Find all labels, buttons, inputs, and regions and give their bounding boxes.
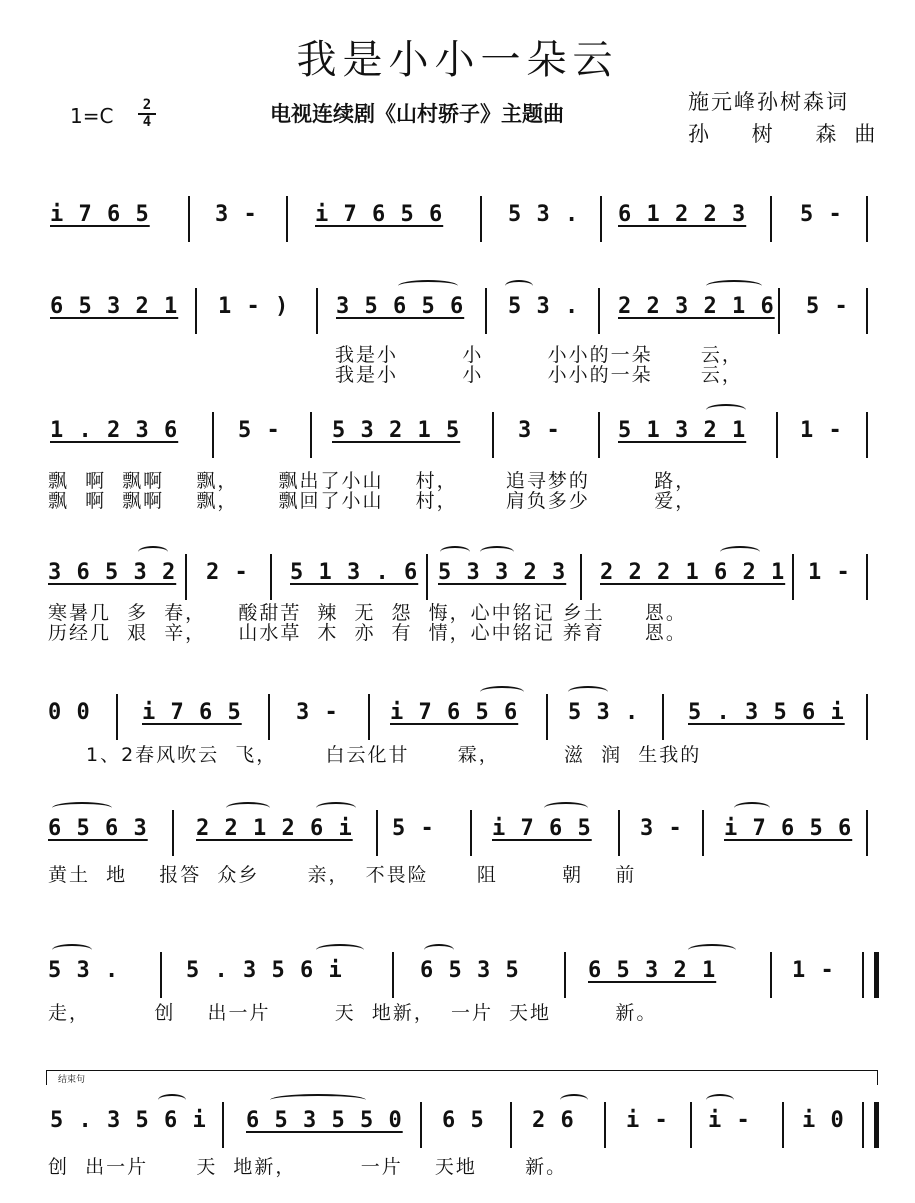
- barline: [426, 554, 428, 600]
- measure: i 7 6 5 6: [315, 202, 444, 227]
- barline: [316, 288, 318, 334]
- score-system-8: [40, 1102, 880, 1148]
- measure: 5 -: [800, 202, 843, 227]
- measure: 5 -: [238, 418, 281, 443]
- lyric-line: 飘 啊 飘啊 飘， 飘回了小山 村， 肩负多少 爱，: [48, 490, 697, 512]
- lyric-line: 飘 啊 飘啊 飘， 飘出了小山 村， 追寻梦的 路，: [48, 470, 697, 492]
- song-subtitle: 电视连续剧《山村骄子》主题曲: [270, 102, 564, 126]
- time-signature-bottom: 4: [142, 114, 152, 130]
- slur: [480, 686, 524, 698]
- barline: [776, 412, 778, 458]
- barline: [270, 554, 272, 600]
- barline: [116, 694, 118, 740]
- lyric-line: 黄土 地 报答 众乡 亲， 不畏险 阻 朝 前: [48, 864, 637, 886]
- measure: 6 5 3 2 1: [588, 958, 717, 983]
- measure: 6 5 3 5 5 0: [246, 1108, 403, 1133]
- barline: [782, 1102, 784, 1148]
- measure: 5 3 2 1 5: [332, 418, 461, 443]
- measure: 5 3 .: [508, 202, 580, 227]
- slur: [398, 280, 458, 292]
- barline: [492, 412, 494, 458]
- measure: 5 -: [806, 294, 849, 319]
- measure: 5 -: [392, 816, 435, 841]
- lyric-line: 我是小 小 小小的一朵 云，: [335, 364, 743, 386]
- barline: [618, 810, 620, 856]
- measure: i 7 6 5: [492, 816, 592, 841]
- lyric-line: 历经几 艰 辛， 山水草 木 亦 有 情，心中铭记 养育 恩。: [48, 622, 687, 644]
- fermata-arc: [706, 1094, 734, 1106]
- score-system-2: [40, 288, 880, 334]
- slur: [226, 802, 270, 814]
- measure: i 7 6 5: [142, 700, 242, 725]
- barline: [172, 810, 174, 856]
- measure: 5 3 .: [508, 294, 580, 319]
- barline: [510, 1102, 512, 1148]
- final-barline: [862, 1102, 879, 1148]
- barline: [480, 196, 482, 242]
- lyric-line: 我是小 小 小小的一朵 云，: [335, 344, 743, 366]
- slur: [688, 944, 736, 956]
- song-title: 我是小小一朵云: [296, 37, 619, 83]
- measure: 3 -: [215, 202, 258, 227]
- measure: 1 -: [808, 560, 851, 585]
- lyric-line: 创 出一片 天 地新， 一片 天地 新。: [48, 1156, 568, 1178]
- measure: 2 2 3 2 1 6: [618, 294, 775, 319]
- measure: i 7 6 5 6: [724, 816, 853, 841]
- barline: [598, 412, 600, 458]
- slur: [720, 546, 760, 558]
- score-system-3: [40, 412, 880, 458]
- barline: [600, 196, 602, 242]
- barline: [662, 694, 664, 740]
- measure: 3 -: [518, 418, 561, 443]
- slur: [568, 686, 608, 698]
- measure: 3 -: [640, 816, 683, 841]
- barline: [866, 694, 868, 740]
- measure: 6 5 3 5: [420, 958, 520, 983]
- slur: [734, 802, 770, 814]
- measure: 2 2 1 2 6 i: [196, 816, 353, 841]
- slur: [544, 802, 588, 814]
- measure: i 7 6 5: [50, 202, 150, 227]
- score-system-6: [40, 810, 880, 856]
- measure: i 0: [802, 1108, 845, 1133]
- measure: 5 . 3 5 6 i: [688, 700, 845, 725]
- coda-label: 结束句: [58, 1075, 86, 1085]
- barline: [376, 810, 378, 856]
- slur: [424, 944, 454, 956]
- measure: 0 0: [48, 700, 91, 725]
- slur: [440, 546, 470, 558]
- slur: [158, 1094, 186, 1106]
- score-system-4: [40, 554, 880, 600]
- barline: [212, 412, 214, 458]
- time-signature-top: 2: [138, 98, 156, 115]
- measure: 3 -: [296, 700, 339, 725]
- composer-credit: 孙 树 森曲: [688, 122, 894, 146]
- barline: [580, 554, 582, 600]
- barline: [420, 1102, 422, 1148]
- measure: 2 2 2 1 6 2 1: [600, 560, 786, 585]
- barline: [770, 952, 772, 998]
- barline: [778, 288, 780, 334]
- slur: [706, 280, 762, 292]
- slur: [138, 546, 168, 558]
- measure: i -: [708, 1108, 751, 1133]
- measure: 5 3 .: [48, 958, 120, 983]
- barline: [564, 952, 566, 998]
- barline: [368, 694, 370, 740]
- slur: [316, 944, 364, 956]
- measure: 6 5: [442, 1108, 485, 1133]
- measure: 2 -: [206, 560, 249, 585]
- measure: 1 . 2 3 6: [50, 418, 179, 443]
- measure: 5 3 .: [568, 700, 640, 725]
- time-signature: [138, 98, 156, 130]
- score-system-5: [40, 694, 880, 740]
- slur: [270, 1094, 366, 1106]
- measure: 6 5 6 3: [48, 816, 148, 841]
- measure: 1 - ): [218, 294, 290, 319]
- barline: [185, 554, 187, 600]
- measure: 1 -: [792, 958, 835, 983]
- measure: 1 -: [800, 418, 843, 443]
- key-signature: 1=C: [70, 104, 114, 128]
- measure: 3 6 5 3 2: [48, 560, 177, 585]
- slur: [706, 404, 746, 416]
- measure: 6 5 3 2 1: [50, 294, 179, 319]
- barline: [470, 810, 472, 856]
- lyric-line: 走， 创 出一片 天 地新， 一片 天地 新。: [48, 1002, 658, 1024]
- slur: [316, 802, 356, 814]
- measure: 5 3 3 2 3: [438, 560, 567, 585]
- coda-bracket: [46, 1070, 878, 1085]
- barline: [690, 1102, 692, 1148]
- barline: [392, 952, 394, 998]
- barline: [310, 412, 312, 458]
- barline: [604, 1102, 606, 1148]
- barline: [485, 288, 487, 334]
- measure: 5 . 3 5 6 i: [50, 1108, 207, 1133]
- measure: 5 . 3 5 6 i: [186, 958, 343, 983]
- lyric-line: 寒暑几 多 春， 酸甜苦 辣 无 怨 悔，心中铭记 乡土 恩。: [48, 602, 687, 624]
- barline: [598, 288, 600, 334]
- barline: [792, 554, 794, 600]
- slur: [480, 546, 514, 558]
- barline: [188, 196, 190, 242]
- measure: 5 1 3 . 6: [290, 560, 419, 585]
- barline: [866, 412, 868, 458]
- barline: [866, 288, 868, 334]
- measure: 2 6: [532, 1108, 575, 1133]
- barline: [160, 952, 162, 998]
- barline: [702, 810, 704, 856]
- measure: i 7 6 5 6: [390, 700, 519, 725]
- measure: 5 1 3 2 1: [618, 418, 747, 443]
- measure: 6 1 2 2 3: [618, 202, 747, 227]
- measure: 3 5 6 5 6: [336, 294, 465, 319]
- score-system-1: [40, 196, 880, 242]
- slur: [52, 944, 92, 956]
- barline: [222, 1102, 224, 1148]
- measure: i -: [626, 1108, 669, 1133]
- slur: [505, 280, 533, 292]
- barline: [268, 694, 270, 740]
- barline: [866, 810, 868, 856]
- lyricist-credit: 施元峰孙树森词: [688, 90, 849, 114]
- barline: [546, 694, 548, 740]
- score-system-7: [40, 952, 880, 998]
- barline: [866, 196, 868, 242]
- lyric-line: 1、2春风吹云 飞， 白云化甘 霖， 滋 润 生我的: [86, 744, 702, 766]
- barline: [195, 288, 197, 334]
- barline: [866, 554, 868, 600]
- slur: [52, 802, 112, 814]
- barline: [770, 196, 772, 242]
- barline: [286, 196, 288, 242]
- fermata-arc: [560, 1094, 588, 1106]
- repeat-end-barline: [862, 952, 879, 998]
